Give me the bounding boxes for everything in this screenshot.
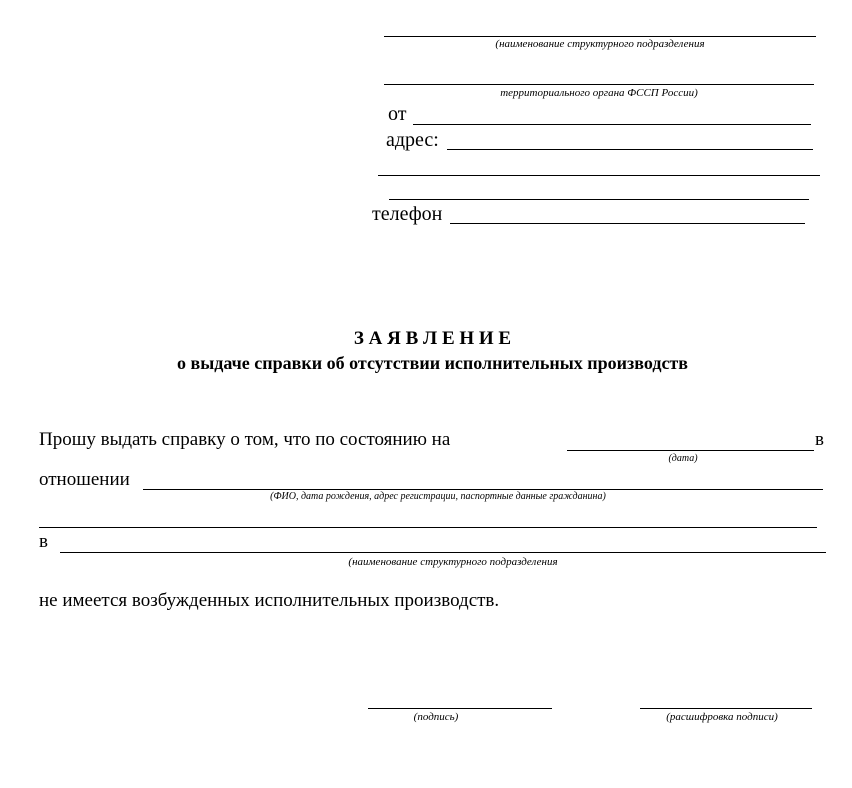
regarding-label: отношении	[39, 469, 130, 490]
recipient-unit-caption: (наименование структурного подразделения	[495, 38, 705, 50]
person-caption: (ФИО, дата рождения, адрес регистрации, паспортные данные гражданина)	[270, 491, 606, 502]
conclusion-text: не имеется возбужденных исполнительных производств.	[39, 590, 500, 611]
phone-label: телефон	[372, 203, 443, 225]
address-line-2[interactable]	[378, 175, 820, 176]
unit-line[interactable]	[60, 552, 826, 553]
address-line-3[interactable]	[389, 199, 809, 200]
date-line[interactable]	[567, 450, 814, 451]
signature-line[interactable]	[368, 708, 552, 709]
person-line[interactable]	[143, 489, 823, 490]
person-line-2[interactable]	[39, 527, 817, 528]
from-label: от	[388, 103, 407, 125]
request-end-text: в	[815, 429, 824, 450]
document-title: З А Я В Л Е Н И Е	[353, 328, 512, 349]
signature-decoding-caption: (расшифровка подписи)	[666, 711, 778, 723]
territorial-body-caption: территориального органа ФССП России)	[500, 87, 698, 99]
date-caption: (дата)	[668, 453, 698, 464]
signature-decoding-line[interactable]	[640, 708, 812, 709]
address-line-1[interactable]	[447, 149, 813, 150]
signature-caption: (подпись)	[413, 711, 459, 723]
from-line[interactable]	[413, 124, 811, 125]
document-subtitle: о выдаче справки об отсутствии исполнительных производств	[177, 353, 688, 373]
request-text: Прошу выдать справку о том, что по состоянию на	[39, 429, 451, 450]
address-label: адрес:	[386, 129, 439, 151]
territorial-body-line[interactable]	[384, 84, 814, 85]
in-label: в	[39, 531, 48, 552]
unit-caption: (наименование структурного подразделения	[348, 556, 558, 568]
phone-line[interactable]	[450, 223, 805, 224]
recipient-unit-line[interactable]	[384, 36, 816, 37]
